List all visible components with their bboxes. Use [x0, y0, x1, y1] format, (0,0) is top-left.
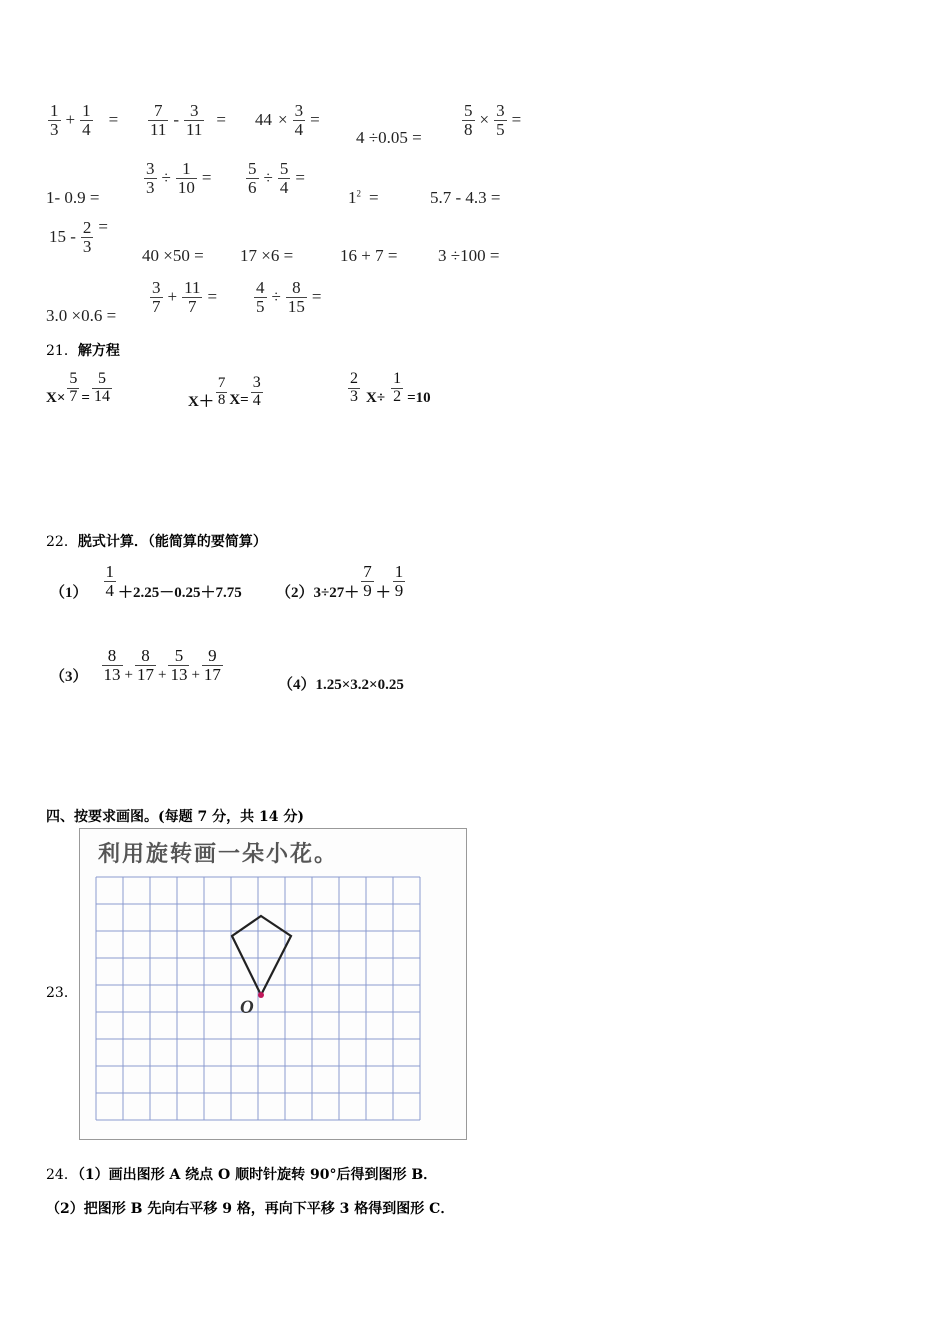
equals-sign: = — [511, 110, 522, 130]
denominator: 3 — [350, 387, 358, 405]
denominator: 9 — [394, 580, 404, 600]
q22-problem-3 — [50, 647, 225, 684]
oral-calc-row3-expr1 — [46, 219, 111, 256]
numerator: 7 — [363, 562, 372, 581]
equals-sign: = — [108, 110, 119, 130]
question-number: 22． — [46, 534, 78, 550]
operator: + — [124, 666, 133, 683]
operator: + — [157, 666, 167, 683]
numerator: 5 — [464, 101, 473, 120]
oral-calc-row1-expr4: 4 ÷0.05 = — [356, 128, 422, 147]
q21-equation-2 — [188, 375, 265, 410]
section-4-title: 四、按要求画图。(每题 7 分，共 14 分) — [46, 809, 304, 825]
denominator: 11 — [150, 119, 167, 139]
numerator: 1 — [50, 101, 59, 120]
numerator: 11 — [184, 278, 201, 297]
operator: ÷ — [271, 287, 281, 307]
numerator: 8 — [292, 278, 301, 297]
numerator: 8 — [141, 646, 150, 665]
problem-label: （1） — [50, 584, 88, 601]
oral-calc-row3-expr4: 16 + 7 = — [340, 246, 398, 265]
oral-calc-row4-expr1: 3.0 ×0.6 = — [46, 306, 117, 325]
denominator: 5 — [496, 119, 505, 139]
question-text: （1）画出图形 A 绕点 O 顺时针旋转 90°后得到图形 B． — [77, 1167, 438, 1183]
numerator: 4 — [256, 278, 265, 297]
operator: ÷ — [161, 168, 171, 188]
denominator: 6 — [248, 177, 257, 197]
denominator: 8 — [464, 119, 473, 139]
equals-sign: = — [311, 287, 322, 307]
denominator: 15 — [287, 296, 305, 316]
denominator: 3 — [146, 177, 155, 197]
oral-calc-row3-expr5: 3 ÷100 = — [438, 246, 500, 265]
oral-calc-row2-expr2 — [142, 160, 214, 197]
whole-number: 44 — [255, 110, 272, 130]
denominator: 4 — [279, 177, 289, 197]
q22-problem-1 — [50, 563, 242, 600]
q22-problem-2 — [276, 563, 407, 600]
denominator: 9 — [363, 580, 372, 600]
denominator: 2 — [393, 387, 402, 405]
problem-label: （2）3÷27＋ — [276, 584, 360, 601]
equals-sign: = — [201, 168, 212, 188]
numerator: 1 — [394, 562, 404, 581]
equation-text: X× — [46, 389, 66, 406]
q21-equation-3 — [346, 371, 433, 406]
power-base: 1 — [348, 188, 357, 207]
numerator: 3 — [252, 374, 261, 391]
equation-text: X= — [229, 391, 249, 408]
power-exponent: 2 — [356, 188, 361, 199]
denominator: 7 — [182, 297, 202, 316]
question-title: 解方程 — [77, 343, 120, 359]
denominator: 4 — [294, 119, 304, 139]
numerator: 5 — [174, 646, 184, 665]
equation-text: X＋ — [188, 393, 214, 410]
denominator: 14 — [93, 387, 110, 405]
numerator: 5 — [97, 370, 106, 387]
denominator: 17 — [136, 664, 154, 684]
operator: × — [278, 110, 288, 130]
numerator: 5 — [279, 159, 289, 178]
grid-figure — [80, 829, 466, 1139]
operator: + — [191, 666, 200, 683]
q23-figure — [79, 828, 467, 1140]
numerator: 9 — [208, 646, 217, 665]
grid-lines — [96, 877, 420, 1120]
denominator: 4 — [252, 391, 261, 409]
oral-calc-row1-expr2 — [146, 102, 229, 139]
problem-text: ＋2.25－0.25＋7.75 — [118, 584, 242, 601]
numerator: 1 — [393, 370, 402, 387]
oral-calc-row2-expr4 — [348, 188, 379, 208]
point-label: O — [240, 997, 254, 1018]
equals-sign: = — [295, 168, 305, 188]
equals-sign: = — [369, 188, 379, 207]
operator: + — [167, 287, 178, 307]
q22-problem-4: （4）1.25×3.2×0.25 — [278, 677, 404, 693]
denominator: 13 — [170, 664, 188, 684]
numerator: 3 — [294, 101, 304, 120]
numerator: 7 — [153, 101, 163, 120]
q23-number: 23． — [46, 985, 78, 1001]
figure-caption: 利用旋转画一朵小花。 — [98, 842, 339, 867]
numerator: 5 — [69, 370, 78, 387]
q24-line-2: （2）把图形 B 先向右平移 9 格，再向下平移 3 格得到图形 C． — [46, 1201, 455, 1217]
oral-calc-row2-expr1: 1- 0.9 = — [46, 188, 100, 207]
oral-calc-row3-expr2: 40 ×50 = — [142, 246, 204, 265]
denominator: 3 — [82, 236, 92, 256]
numerator: 1 — [182, 159, 191, 178]
operator: ＋ — [375, 584, 391, 601]
equals-sign: = — [207, 287, 218, 307]
denominator: 7 — [152, 296, 161, 316]
equals-sign: = — [310, 110, 320, 130]
q21-heading — [46, 340, 120, 360]
numerator: 3 — [189, 101, 199, 120]
denominator: 8 — [217, 391, 226, 408]
numerator: 1 — [82, 101, 91, 120]
numerator: 3 — [146, 159, 155, 178]
oral-calc-row4-expr2 — [148, 279, 220, 316]
equals-sign: = — [98, 217, 109, 237]
oral-calc-row1-expr5 — [460, 102, 524, 139]
q24-line-1 — [46, 1164, 437, 1184]
denominator: 13 — [103, 664, 121, 684]
q21-equation-1 — [46, 371, 114, 406]
q22-heading — [46, 531, 267, 551]
question-number: 21． — [46, 343, 78, 359]
denominator: 11 — [186, 119, 203, 139]
problem-label: （3） — [50, 668, 88, 685]
numerator: 7 — [217, 375, 226, 392]
oral-calc-row3-expr3: 17 ×6 = — [240, 246, 294, 265]
numerator: 8 — [107, 646, 117, 665]
denominator: 17 — [203, 664, 221, 684]
denominator: 3 — [50, 119, 59, 139]
denominator: 10 — [177, 177, 195, 197]
operator: × — [479, 110, 490, 130]
equation-text: =10 — [407, 389, 431, 406]
oral-calc-row2-expr3 — [244, 160, 308, 197]
whole-number: 15 - — [49, 227, 76, 247]
rotation-point — [258, 992, 264, 998]
oral-calc-row2-expr5: 5.7 - 4.3 = — [430, 188, 501, 207]
oral-calc-row1-expr3 — [252, 102, 323, 139]
numerator: 3 — [152, 278, 161, 297]
numerator: 5 — [248, 159, 257, 178]
operator: ÷ — [263, 168, 273, 188]
kite-shape — [232, 916, 291, 995]
denominator: 4 — [105, 580, 115, 600]
oral-calc-row4-expr3 — [252, 279, 324, 316]
equals-sign: = — [216, 110, 227, 130]
numerator: 1 — [105, 562, 115, 581]
numerator: 2 — [82, 218, 92, 237]
equals-sign: = — [81, 389, 90, 406]
numerator: 2 — [350, 370, 358, 387]
operator: + — [65, 110, 76, 130]
oral-calc-row1-expr1 — [46, 102, 121, 139]
denominator: 5 — [256, 296, 265, 316]
denominator: 4 — [82, 119, 91, 139]
denominator: 7 — [69, 387, 78, 405]
question-title: 脱式计算．（能简算的要简算） — [77, 534, 267, 550]
operator: - — [173, 110, 180, 130]
equation-text: X÷ — [366, 389, 386, 406]
numerator: 3 — [496, 101, 505, 120]
question-number: 24． — [46, 1167, 78, 1183]
